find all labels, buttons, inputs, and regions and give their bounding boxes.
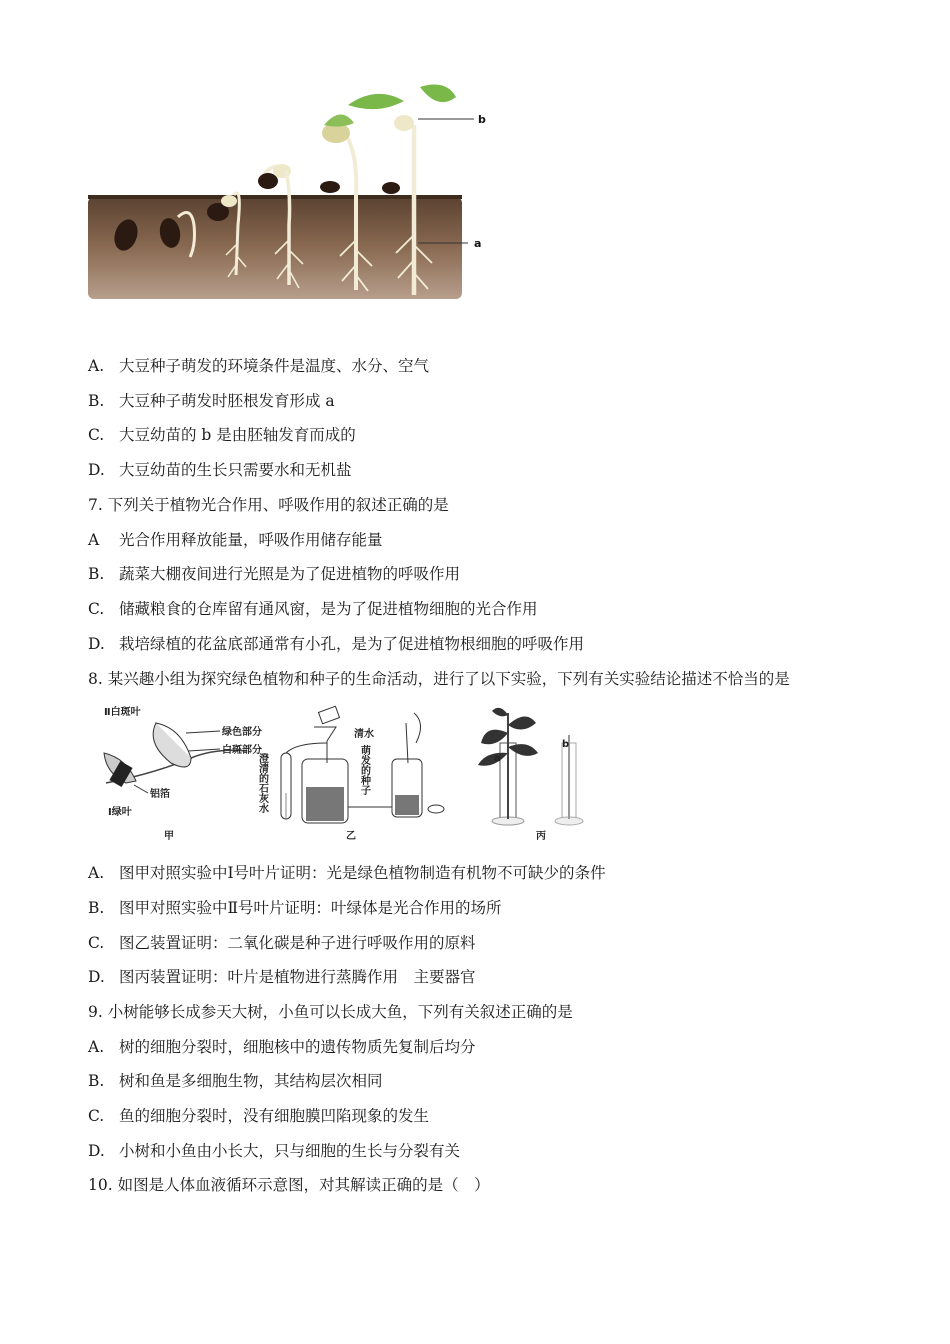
q9-option-d	[88, 1141, 460, 1161]
option-letter: B.	[88, 392, 105, 410]
option-text: 栽培绿植的花盆底部通常有小孔，是为了促进植物根细胞的呼吸作用	[118, 635, 584, 653]
option-text: 图甲对照实验中Ⅰ号叶片证明：光是绿色植物制造有机物不可缺少的条件	[118, 864, 606, 882]
figure-label-a: a	[474, 237, 482, 250]
q7-option-b	[88, 564, 460, 584]
option-text: 储藏粮食的仓库留有通风窗，是为了促进植物细胞的光合作用	[118, 600, 538, 618]
option-text: 鱼的细胞分裂时，没有细胞膜凹陷现象的发生	[118, 1107, 429, 1125]
figure-label-b: b	[478, 113, 486, 126]
q7-stem: 7. 下列关于植物光合作用、呼吸作用的叙述正确的是	[88, 496, 449, 514]
jia-label-white-leaf: Ⅱ白斑叶	[104, 707, 141, 718]
q8-stem: 8. 某兴趣小组为探究绿色植物和种子的生命活动，进行了以下实验，下列有关实验结论描述不恰当的是	[88, 670, 790, 688]
option-text: 大豆种子萌发时胚根发育形成 a	[118, 392, 335, 410]
option-letter: B.	[88, 565, 105, 583]
yi-label-water: 清水	[354, 729, 374, 740]
q7-option-c	[88, 599, 537, 619]
jia-label-foil: 铝箔	[150, 789, 170, 800]
q10-stem: 10. 如图是人体血液循环示意图，对其解读正确的是（ ）	[88, 1176, 490, 1194]
q6-option-a	[88, 356, 429, 376]
option-letter: B.	[88, 1072, 105, 1090]
option-text: 大豆种子萌发的环境条件是温度、水分、空气	[118, 357, 429, 375]
option-letter: A.	[88, 864, 105, 882]
bing-label-a: a	[494, 753, 501, 764]
option-letter: D.	[88, 635, 105, 653]
q8-option-b	[88, 898, 501, 918]
option-letter: C.	[88, 600, 105, 618]
bing-caption: 丙	[536, 831, 546, 842]
jia-caption: 甲	[164, 831, 174, 842]
option-text: 蔬菜大棚夜间进行光照是为了促进植物的呼吸作用	[118, 565, 460, 583]
jia-label-white-part: 白斑部分	[222, 745, 262, 756]
experiment-figure	[96, 703, 570, 845]
option-text: 图甲对照实验中Ⅱ号叶片证明：叶绿体是光合作用的场所	[118, 899, 502, 917]
jia-label-green-part: 绿色部分	[222, 727, 262, 738]
q9-option-a	[88, 1037, 475, 1057]
yi-caption: 乙	[346, 831, 356, 842]
option-text: 树和鱼是多细胞生物，其结构层次相同	[118, 1072, 383, 1090]
q6-option-c	[88, 425, 356, 445]
bing-label-b: b	[562, 739, 570, 750]
q7-option-d	[88, 634, 584, 654]
option-letter: A	[88, 531, 100, 549]
option-letter: B.	[88, 899, 105, 917]
option-letter: D.	[88, 1142, 105, 1160]
option-letter: D.	[88, 461, 105, 479]
option-letter: A.	[88, 357, 105, 375]
q6-option-b	[88, 391, 335, 411]
q8-option-c	[88, 933, 475, 953]
option-letter: A.	[88, 1038, 105, 1056]
option-text: 大豆幼苗的 b 是由胚轴发育而成的	[118, 426, 356, 444]
option-text: 大豆幼苗的生长只需要水和无机盐	[118, 461, 352, 479]
option-letter: C.	[88, 934, 105, 952]
q6-option-d	[88, 460, 351, 480]
q9-option-c	[88, 1106, 429, 1126]
figure-bing	[478, 708, 583, 842]
figure-yi	[257, 706, 445, 842]
q8-option-a	[88, 863, 606, 883]
option-text: 光合作用释放能量，呼吸作用储存能量	[118, 531, 383, 549]
yi-label-limewater: 澄清的石灰水	[256, 753, 268, 813]
option-text: 图丙装置证明：叶片是植物进行蒸腾作用 主要器官	[118, 968, 476, 986]
q9-stem: 9. 小树能够长成参天大树，小鱼可以长成大鱼，下列有关叙述正确的是	[88, 1003, 573, 1021]
option-letter: C.	[88, 426, 105, 444]
option-text: 小树和小鱼由小长大，只与细胞的生长与分裂有关	[118, 1142, 460, 1160]
jia-label-green-leaf: Ⅰ绿叶	[108, 807, 132, 818]
option-text: 图乙装置证明：二氧化碳是种子进行呼吸作用的原料	[118, 934, 476, 952]
q8-option-d	[88, 967, 475, 987]
yi-label-seeds: 萌发的种子	[358, 745, 370, 795]
option-text: 树的细胞分裂时，细胞核中的遗传物质先复制后均分	[118, 1038, 476, 1056]
q7-option-a	[88, 530, 382, 550]
option-letter: D.	[88, 968, 105, 986]
figure-jia	[104, 705, 262, 842]
option-letter: C.	[88, 1107, 105, 1125]
soybean-germination-figure	[86, 75, 496, 305]
q9-option-b	[88, 1071, 382, 1091]
